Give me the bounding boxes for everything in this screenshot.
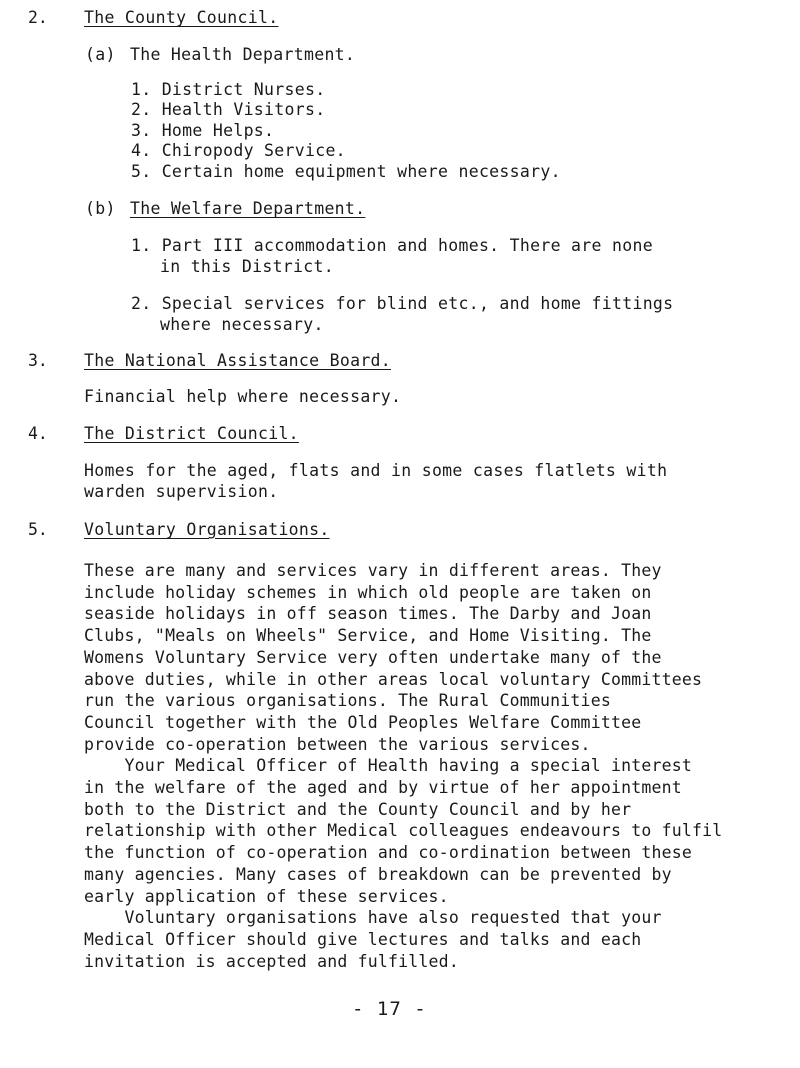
body-line: These are many and services vary in different areas. They — [84, 561, 662, 580]
health-item-2: 2. Health Visitors. — [131, 100, 326, 119]
body-line: Voluntary organisations have also requested that your — [84, 908, 662, 928]
body-line: Clubs, "Meals on Wheels" Service, and Home Visiting. The — [84, 626, 652, 646]
section-3-number: 3. — [28, 351, 48, 370]
body-line: many agencies. Many cases of breakdown can be prevented by — [84, 864, 672, 884]
section-4-body-line-2: warden supervision. — [84, 482, 279, 501]
health-item-1: 1. District Nurses. — [131, 80, 326, 99]
section-5-body — [84, 560, 722, 972]
section-2-number: 2. — [28, 8, 48, 27]
subsection-a-title: The Health Department. — [130, 45, 356, 64]
body-line: Medical Officer should give lectures and talks and each — [84, 929, 642, 949]
body-line: Womens Voluntary Service very often undertake many of the — [84, 647, 662, 667]
body-line: seaside holidays in off season times. The Darby and Joan — [84, 604, 652, 624]
section-3-heading: The National Assistance Board. — [84, 351, 392, 370]
welfare-item-2-line1: 2. Special services for blind etc., and home fittings — [131, 294, 674, 313]
section-4-heading: The District Council. — [84, 424, 299, 443]
body-line: relationship with other Medical colleagues endeavours to fulfil — [84, 821, 723, 841]
section-3-body: Financial help where necessary. — [84, 387, 402, 406]
body-line: provide co-operation between the various services. — [84, 734, 591, 754]
body-line: the function of co-operation and co-ordination between these — [84, 843, 693, 863]
section-4-body-line-1: Homes for the aged, flats and in some cases flatlets with — [84, 461, 668, 480]
body-line: run the various organisations. The Rural Communities — [84, 691, 611, 711]
body-line: both to the District and the County Council and by her — [84, 799, 632, 819]
body-line: early application of these services. — [84, 886, 449, 906]
section-5-number: 5. — [28, 520, 48, 539]
welfare-item-1-line2: in this District. — [160, 257, 334, 276]
subsection-b-title: The Welfare Department. — [130, 199, 366, 218]
health-item-4: 4. Chiropody Service. — [131, 141, 346, 160]
body-line: Council together with the Old Peoples Welfare Committee — [84, 712, 642, 732]
section-5-heading: Voluntary Organisations. — [84, 520, 330, 539]
body-line: include holiday schemes in which old people are taken on — [84, 582, 652, 602]
section-4-number: 4. — [28, 424, 48, 443]
body-line: Your Medical Officer of Health having a special interest — [84, 756, 693, 776]
health-item-5: 5. Certain home equipment where necessary. — [131, 162, 561, 181]
welfare-item-2-line2: where necessary. — [160, 315, 324, 334]
body-line: above duties, while in other areas local voluntary Committees — [84, 669, 703, 689]
welfare-item-1-line1: 1. Part III accommodation and homes. There are none — [131, 236, 653, 255]
health-item-3: 3. Home Helps. — [131, 121, 275, 140]
body-line: invitation is accepted and fulfilled. — [84, 951, 459, 971]
body-line: in the welfare of the aged and by virtue of her appointment — [84, 778, 682, 798]
section-2-heading: The County Council. — [84, 8, 279, 27]
subsection-b-label: (b) — [85, 199, 116, 218]
subsection-a-label: (a) — [85, 45, 116, 64]
page-number: - 17 - — [352, 998, 427, 1020]
